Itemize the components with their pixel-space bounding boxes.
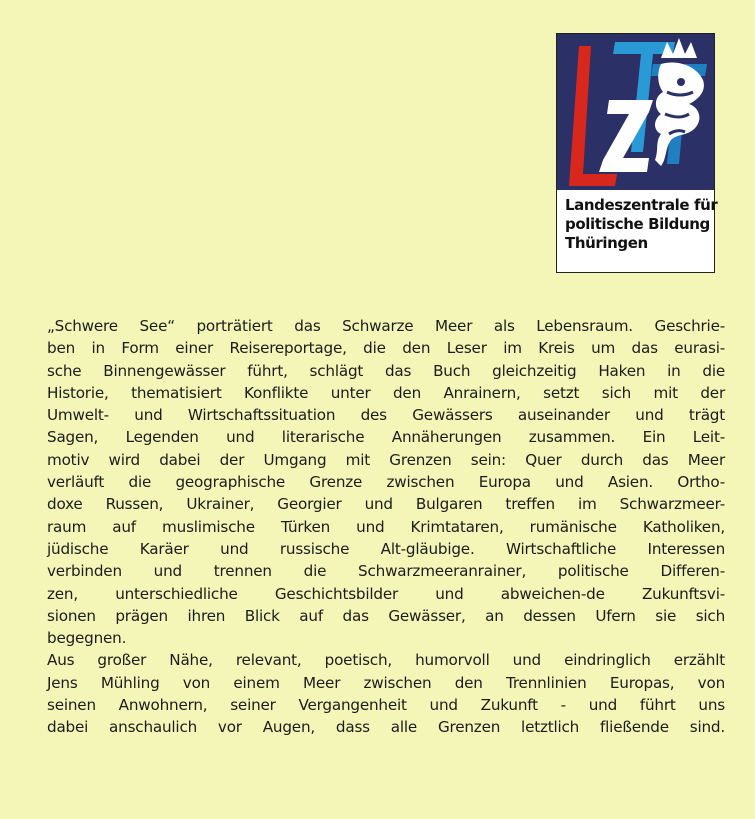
lzt-logo <box>556 33 718 273</box>
text-line: motiv wird dabei der Umgang mit Grenzen sein: Quer durch das Meer <box>47 450 725 469</box>
text-line: Historie, thematisiert Konflikte unter den Anrainern, setzt sich mit der <box>47 383 725 402</box>
text-line: jüdische Karäer und russische Alt-gläubige. Wirtschaftliche Interessen <box>47 539 725 558</box>
text-line: seinen Anwohnern, seiner Vergangenheit und Zukunft - und führt uns <box>47 696 725 715</box>
lzt-emblem-graphic <box>557 34 714 190</box>
text-line: Aus großer Nähe, relevant, poetisch, humorvoll und eindringlich erzählt <box>47 651 725 670</box>
text-line: verbinden und trennen die Schwarzmeeranrainer, politische Differen- <box>47 562 725 581</box>
text-line: dabei anschaulich vor Augen, dass alle Grenzen letztlich fließende sind. <box>47 718 725 737</box>
text-line: verläuft die geographische Grenze zwischen Europa und Asien. Ortho- <box>47 473 725 492</box>
text-line: raum auf muslimische Türken und Krimtataren, rumänische Katholiken, <box>47 517 725 536</box>
logo-caption-line: Thüringen <box>565 234 648 252</box>
text-line: ben in Form einer Reisereportage, die den Leser im Kreis um das eurasi- <box>47 339 725 358</box>
text-line: sionen prägen ihren Blick auf das Gewässer, an dessen Ufern sie sich <box>47 606 725 625</box>
logo-caption-line: Landeszentrale für <box>565 196 718 214</box>
text-line: zen, unterschiedliche Geschichtsbilder und abweichen-de Zukunftsvi- <box>47 584 725 603</box>
logo-caption-line: politische Bildung <box>565 215 710 233</box>
text-line: Sagen, Legenden und literarische Annäherungen zusammen. Ein Leit- <box>47 428 725 447</box>
text-line: „Schwere See“ porträtiert das Schwarze Meer als Lebensraum. Geschrie- <box>47 317 725 335</box>
text-line: begegnen. <box>47 629 127 648</box>
text-line: Jens Mühling von einem Meer zwischen den Trennlinien Europas, von <box>47 673 725 692</box>
crowned-lion-icon <box>557 34 714 190</box>
text-line: doxe Russen, Ukrainer, Georgier und Bulgaren treffen im Schwarzmeer- <box>47 495 725 514</box>
logo-caption <box>565 196 718 253</box>
description-text <box>47 315 725 739</box>
text-line: sche Binnengewässer führt, schlägt das Buch gleichzeitig Haken in die <box>47 361 725 380</box>
text-line: Umwelt- und Wirtschaftssituation des Gewässers auseinander und trägt <box>47 406 725 425</box>
